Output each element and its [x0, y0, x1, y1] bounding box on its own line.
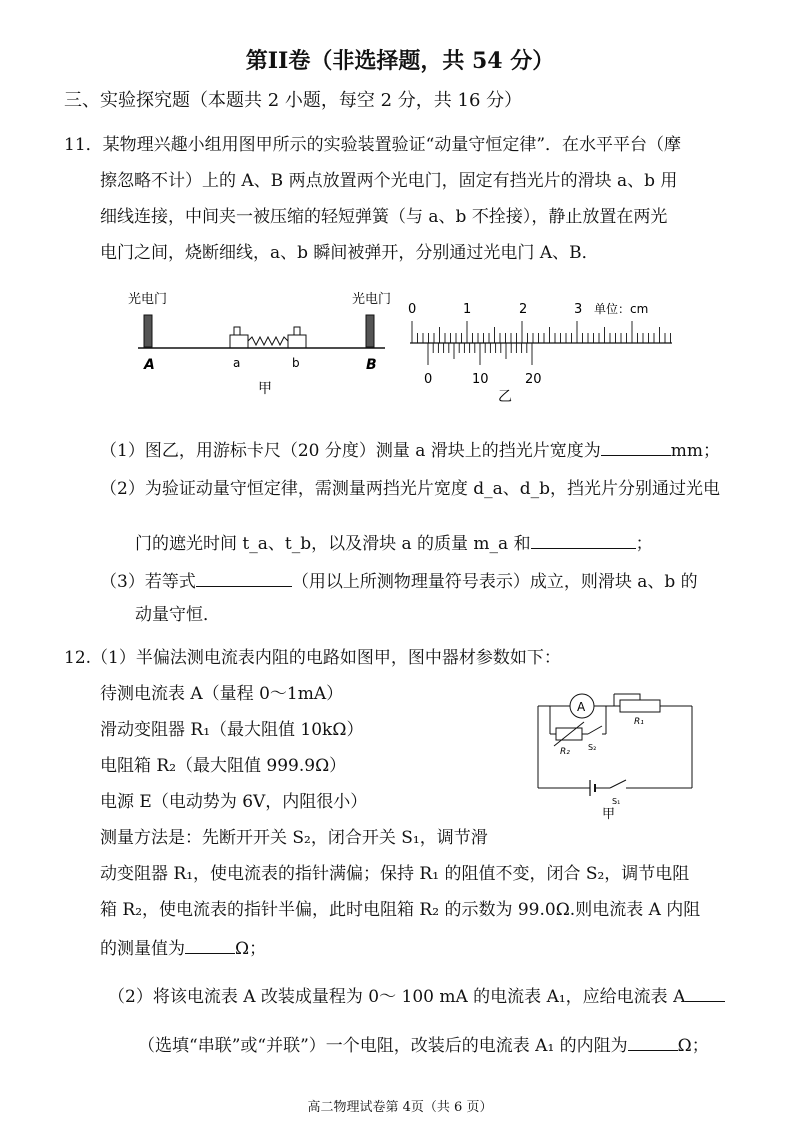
main-scale-0: 0 [408, 302, 417, 317]
main-scale-3: 3 [574, 302, 583, 317]
circuit-caption: 甲 [602, 807, 616, 822]
ammeter-label: A [577, 700, 586, 714]
s1-switch [610, 780, 626, 788]
q12-part2-text-a: （2）将该电流表 A 改装成量程为 0～ 100 mA 的电流表 A₁，应给电流表 A [108, 987, 686, 1007]
slider-b-label: b [292, 356, 300, 370]
unit-label: 单位：cm [594, 302, 649, 316]
photogate-left [144, 315, 152, 347]
r2-label: R₂ [560, 747, 570, 757]
q12-part2-line1 [108, 983, 725, 1008]
q11-line-1: 11．某物理兴趣小组用图甲所示的实验装置验证“动量守恒定律”．在水平平台（摩 [64, 135, 682, 155]
q12-part2-unit: Ω； [677, 1036, 709, 1056]
slider-b [288, 335, 306, 348]
r1-label: R₁ [634, 717, 644, 727]
gate-label-right: 光电门 [352, 292, 392, 307]
answer-blank-q12-2[interactable] [685, 983, 725, 1002]
vernier-scale-ticks [428, 343, 532, 365]
figure-circuit [530, 680, 700, 820]
shutter-b [294, 327, 300, 335]
figure-jia-caption: 甲 [258, 381, 272, 397]
s2-label: S₂ [588, 743, 597, 752]
point-a-label: A [144, 357, 155, 373]
q12-method-2: 动变阻器 R₁，使电流表的指针满偏；保持 R₁ 的阻值不变，闭合 S₂，调节电阻 [100, 864, 690, 884]
q12-method-1: 测量方法是：先断开开关 S₂，闭合开关 S₁，调节滑 [100, 828, 488, 848]
q12-equipment-1: 待测电流表 A（量程 0～1mA） [100, 684, 344, 704]
main-scale-2: 2 [519, 302, 528, 317]
q11-part3-line2: 动量守恒． [135, 605, 220, 625]
q11-part3-text-a: （3）若等式 [100, 572, 196, 592]
q12-method-3: 箱 R₂，使电流表的指针半偏，此时电阻箱 R₂ 的示数为 99.0Ω.则电流表 A 内阻 [100, 900, 701, 920]
r1-slider-arrow [614, 694, 640, 700]
photogate-right [366, 315, 374, 347]
slider-a-label: a [233, 356, 241, 370]
q11-part2-line2 [135, 530, 653, 555]
vernier-label-20: 20 [525, 372, 542, 387]
figure-vernier-caliper [400, 295, 690, 405]
s2-switch [588, 726, 602, 734]
answer-blank-q11-1[interactable] [601, 437, 671, 456]
q11-line-4: 电门之间，烧断细线，a、b 瞬间被弹开，分别通过光电门 A、B． [100, 243, 599, 263]
q12-equipment-2: 滑动变阻器 R₁（最大阻值 10kΩ） [100, 720, 364, 740]
spring [248, 337, 288, 345]
q12-method-4-unit: Ω； [235, 939, 267, 959]
answer-blank-q12-1[interactable] [185, 935, 235, 954]
q12-method-4-text: 的测量值为 [100, 939, 185, 959]
main-scale-1: 1 [463, 302, 472, 317]
q11-part2-text: 门的遮光时间 t_a、t_b，以及滑块 a 的质量 m_a 和 [135, 534, 531, 554]
q11-part1-text: （1）图乙，用游标卡尺（20 分度）测量 a 滑块上的挡光片宽度为 [100, 441, 601, 461]
q11-part1-unit: mm； [670, 441, 721, 461]
q12-line-1: 12.（1）半偏法测电流表内阻的电路如图甲，图中器材参数如下： [64, 648, 561, 668]
s1-label: S₁ [612, 797, 621, 806]
q12-equipment-4: 电源 E（电动势为 6V，内阻很小） [100, 792, 368, 812]
page-title: 第II卷（非选择题，共 54 分） [245, 48, 555, 74]
figure-track-photogates [120, 285, 400, 400]
q11-part1 [100, 437, 720, 462]
figure-yi-caption: 乙 [498, 389, 512, 405]
q12-part2-line2 [138, 1032, 709, 1057]
q12-part2-text-b: （选填“串联”或“并联”）一个电阻，改装后的电流表 A₁ 的内阻为 [138, 1036, 628, 1056]
q11-part3-line1 [100, 568, 698, 593]
q12-method-4 [100, 935, 266, 960]
q11-part2-end: ； [635, 534, 653, 554]
q11-part3-text-b: （用以上所测物理量符号表示）成立，则滑块 a、b 的 [291, 572, 698, 592]
slider-a [230, 335, 248, 348]
q11-part2-line1: （2）为验证动量守恒定律，需测量两挡光片宽度 d_a、d_b，挡光片分别通过光电 [100, 479, 721, 499]
r2-arrow [554, 722, 584, 746]
answer-blank-q12-3[interactable] [628, 1032, 678, 1051]
page-footer: 高二物理试卷第 4页（共 6 页） [307, 1100, 493, 1115]
gate-label-left: 光电门 [128, 292, 168, 307]
r1-resistor [620, 700, 660, 712]
section-heading: 三、实验探究题（本题共 2 小题，每空 2 分，共 16 分） [64, 90, 523, 111]
answer-blank-q11-3[interactable] [196, 568, 292, 587]
main-scale-ticks [412, 321, 671, 343]
vernier-label-10: 10 [472, 372, 489, 387]
shutter-a [234, 327, 240, 335]
vernier-label-0: 0 [424, 372, 433, 387]
q11-line-2: 擦忽略不计）上的 A、B 两点放置两个光电门，固定有挡光片的滑块 a、b 用 [100, 171, 678, 191]
point-b-label: B [366, 357, 377, 373]
answer-blank-q11-2[interactable] [531, 530, 636, 549]
q12-equipment-3: 电阻箱 R₂（最大阻值 999.9Ω） [100, 756, 347, 776]
q11-line-3: 细线连接，中间夹一被压缩的轻短弹簧（与 a、b 不拴接），静止放置在两光 [100, 207, 668, 227]
